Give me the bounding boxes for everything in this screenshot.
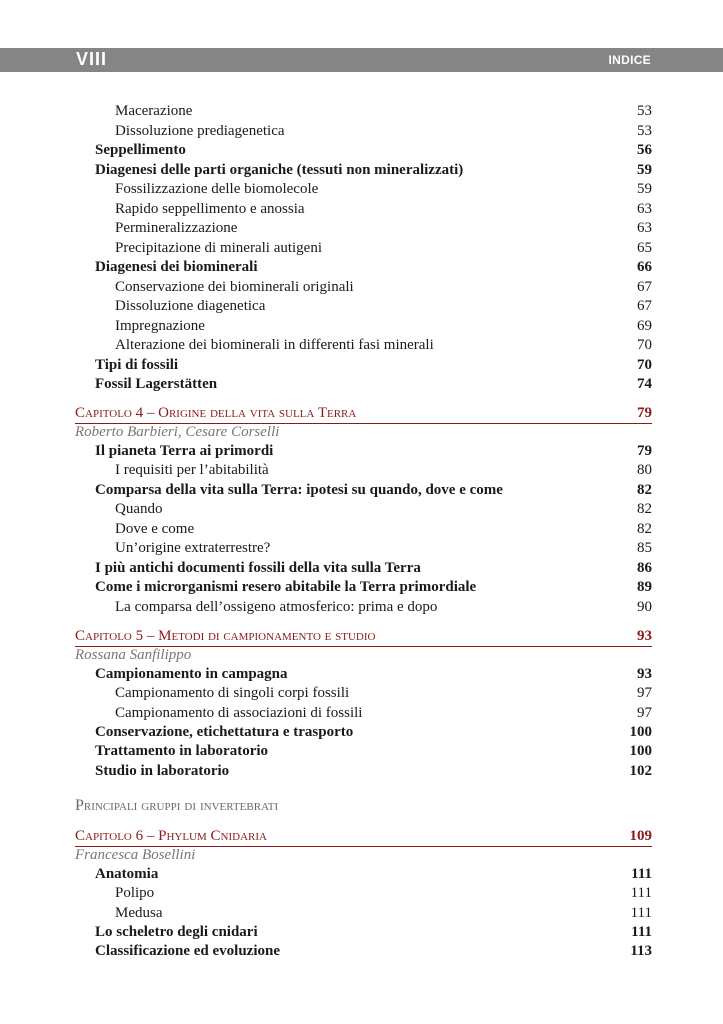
page-number: VIII bbox=[76, 49, 108, 69]
toc-entry-page: 69 bbox=[637, 318, 652, 334]
toc-entry-page: 63 bbox=[637, 201, 652, 217]
toc-entry-page: 79 bbox=[637, 443, 652, 459]
toc-subsection-entry bbox=[75, 199, 652, 219]
toc-subsection-entry bbox=[75, 519, 652, 539]
toc-entry-title: Anatomia bbox=[95, 866, 159, 882]
toc-entry-page: 74 bbox=[637, 376, 652, 392]
toc-subsection-entry bbox=[75, 277, 652, 297]
toc-section-entry bbox=[75, 761, 652, 781]
toc-chapter-entry bbox=[75, 626, 652, 646]
toc-entry-title: Quando bbox=[115, 501, 163, 517]
toc-entry-page: 67 bbox=[637, 298, 652, 314]
toc-part-entry bbox=[75, 796, 652, 816]
toc-entry-title: I requisiti per l’abitabilità bbox=[115, 462, 269, 478]
toc-section-entry bbox=[75, 741, 652, 761]
toc-subsection-entry bbox=[75, 179, 652, 199]
toc-entry-title: I più antichi documenti fossili della vita sulla Terra bbox=[95, 560, 421, 576]
toc-entry-page: 82 bbox=[637, 521, 652, 537]
chapter-divider bbox=[75, 423, 652, 424]
toc-section-entry bbox=[75, 160, 652, 180]
toc-entry-page: 111 bbox=[631, 866, 652, 882]
toc-entry-page: 90 bbox=[637, 599, 652, 615]
toc-subsection-entry bbox=[75, 538, 652, 558]
toc-entry-title: Capitolo 6 – Phylum Cnidaria bbox=[75, 828, 267, 844]
toc-entry-title: Polipo bbox=[115, 885, 155, 901]
toc-entry-page: 56 bbox=[637, 142, 652, 158]
toc-entry-page: 70 bbox=[637, 337, 652, 353]
toc-authors-entry bbox=[75, 645, 652, 665]
running-header bbox=[0, 48, 723, 72]
toc-entry-title: Come i microrganismi resero abitabile la Terra primordiale bbox=[95, 579, 477, 595]
toc-entry-title: Il pianeta Terra ai primordi bbox=[95, 443, 274, 459]
toc-entry-title: Medusa bbox=[115, 905, 163, 921]
toc-entry-title: Diagenesi dei biominerali bbox=[95, 259, 258, 275]
toc-entry-page: 80 bbox=[637, 462, 652, 478]
toc-entry-page: 67 bbox=[637, 279, 652, 295]
toc-entry-title: La comparsa dell’ossigeno atmosferico: prima e dopo bbox=[115, 599, 438, 615]
toc-section-entry bbox=[75, 577, 652, 597]
toc-entry-title: Capitolo 4 – Origine della vita sulla Terra bbox=[75, 405, 357, 421]
section-title: INDICE bbox=[608, 53, 651, 67]
toc-entry-title: Roberto Barbieri, Cesare Corselli bbox=[75, 424, 280, 440]
toc-subsection-entry bbox=[75, 238, 652, 258]
toc-entry-page: 59 bbox=[637, 181, 652, 197]
toc-entry-title: Diagenesi delle parti organiche (tessuti non mineralizzati) bbox=[95, 162, 464, 178]
toc-entry-page: 111 bbox=[630, 905, 652, 921]
toc-entry-page: 53 bbox=[637, 123, 652, 139]
toc-entry-title: Dissoluzione diagenetica bbox=[115, 298, 266, 314]
toc-section-entry bbox=[75, 355, 652, 375]
toc-subsection-entry bbox=[75, 903, 652, 923]
toc-entry-page: 93 bbox=[637, 628, 652, 644]
toc-entry-title: Tipi di fossili bbox=[95, 357, 179, 373]
toc-entry-page: 100 bbox=[629, 743, 652, 759]
toc-section-entry bbox=[75, 722, 652, 742]
toc-section-entry bbox=[75, 441, 652, 461]
toc-entry-page: 79 bbox=[637, 405, 652, 421]
toc-entry-title: Alterazione dei biominerali in differenti fasi minerali bbox=[115, 337, 434, 353]
toc-subsection-entry bbox=[75, 296, 652, 316]
toc-subsection-entry bbox=[75, 460, 652, 480]
toc-entry-title: Principali gruppi di invertebrati bbox=[75, 797, 279, 814]
toc-section-entry bbox=[75, 257, 652, 277]
toc-entry-page: 85 bbox=[637, 540, 652, 556]
toc-subsection-entry bbox=[75, 597, 652, 617]
toc-subsection-entry bbox=[75, 335, 652, 355]
toc-entry-page: 111 bbox=[631, 924, 652, 940]
toc-entry-page: 63 bbox=[637, 220, 652, 236]
toc-entry-title: Trattamento in laboratorio bbox=[95, 743, 269, 759]
toc-entry-title: Studio in laboratorio bbox=[95, 763, 230, 779]
toc-entry-page: 109 bbox=[629, 828, 652, 844]
toc-section-entry bbox=[75, 922, 652, 942]
toc-entry-page: 59 bbox=[637, 162, 652, 178]
toc-entry-page: 65 bbox=[637, 240, 652, 256]
toc-entry-title: Campionamento di singoli corpi fossili bbox=[115, 685, 350, 701]
toc-subsection-entry bbox=[75, 683, 652, 703]
toc-entry-title: Comparsa della vita sulla Terra: ipotesi su quando, dove e come bbox=[95, 482, 503, 498]
toc-section-entry bbox=[75, 480, 652, 500]
toc-section-entry bbox=[75, 864, 652, 884]
toc-entry-title: Precipitazione di minerali autigeni bbox=[115, 240, 323, 256]
toc-entry-page: 86 bbox=[637, 560, 652, 576]
toc-entry-title: Francesca Bosellini bbox=[75, 847, 196, 863]
toc-entry-title: Lo scheletro degli cnidari bbox=[95, 924, 258, 940]
toc-entry-title: Macerazione bbox=[115, 103, 193, 119]
toc-subsection-entry bbox=[75, 883, 652, 903]
toc-entry-page: 113 bbox=[630, 943, 652, 959]
toc-subsection-entry bbox=[75, 218, 652, 238]
toc-entry-page: 97 bbox=[637, 705, 652, 721]
toc-section-entry bbox=[75, 558, 652, 578]
toc-entry-title: Fossilizzazione delle biomolecole bbox=[115, 181, 319, 197]
toc-entry-page: 102 bbox=[629, 763, 652, 779]
toc-section-entry bbox=[75, 374, 652, 394]
toc-entry-page: 93 bbox=[637, 666, 652, 682]
toc-entry-title: Campionamento in campagna bbox=[95, 666, 288, 682]
chapter-divider bbox=[75, 846, 652, 847]
toc-entry-page: 100 bbox=[629, 724, 652, 740]
toc-authors-entry bbox=[75, 422, 652, 442]
toc-subsection-entry bbox=[75, 316, 652, 336]
toc-chapter-entry bbox=[75, 826, 652, 846]
toc-chapter-entry bbox=[75, 403, 652, 423]
toc-section-entry bbox=[75, 664, 652, 684]
toc-entry-title: Conservazione, etichettatura e trasporto bbox=[95, 724, 354, 740]
toc-entry-title: Impregnazione bbox=[115, 318, 205, 334]
toc-subsection-entry bbox=[75, 101, 652, 121]
toc-entry-title: Dove e come bbox=[115, 521, 195, 537]
toc-entry-page: 66 bbox=[637, 259, 652, 275]
toc-section-entry bbox=[75, 941, 652, 961]
toc-section-entry bbox=[75, 140, 652, 160]
toc-entry-title: Seppellimento bbox=[95, 142, 186, 158]
toc-entry-title: Classificazione ed evoluzione bbox=[95, 943, 280, 959]
toc-entry-page: 89 bbox=[637, 579, 652, 595]
toc-entry-page: 82 bbox=[637, 501, 652, 517]
toc-entry-page: 82 bbox=[637, 482, 652, 498]
toc-entry-page: 97 bbox=[637, 685, 652, 701]
toc-entry-title: Fossil Lagerstätten bbox=[95, 376, 218, 392]
toc-entry-title: Un’origine extraterrestre? bbox=[115, 540, 271, 556]
toc-authors-entry bbox=[75, 845, 652, 865]
toc-subsection-entry bbox=[75, 121, 652, 141]
toc-entry-title: Conservazione dei biominerali originali bbox=[115, 279, 354, 295]
toc-entry-page: 70 bbox=[637, 357, 652, 373]
toc-entry-title: Permineralizzazione bbox=[115, 220, 238, 236]
toc-entry-title: Capitolo 5 – Metodi di campionamento e studio bbox=[75, 628, 376, 644]
toc-entry-title: Dissoluzione prediagenetica bbox=[115, 123, 285, 139]
toc-entry-title: Rossana Sanfilippo bbox=[75, 647, 192, 663]
toc-entry-page: 53 bbox=[637, 103, 652, 119]
toc-entry-page: 111 bbox=[630, 885, 652, 901]
toc-entry-title: Rapido seppellimento e anossia bbox=[115, 201, 305, 217]
toc-subsection-entry bbox=[75, 499, 652, 519]
chapter-divider bbox=[75, 646, 652, 647]
toc-entry-title: Campionamento di associazioni di fossili bbox=[115, 705, 363, 721]
toc-subsection-entry bbox=[75, 703, 652, 723]
